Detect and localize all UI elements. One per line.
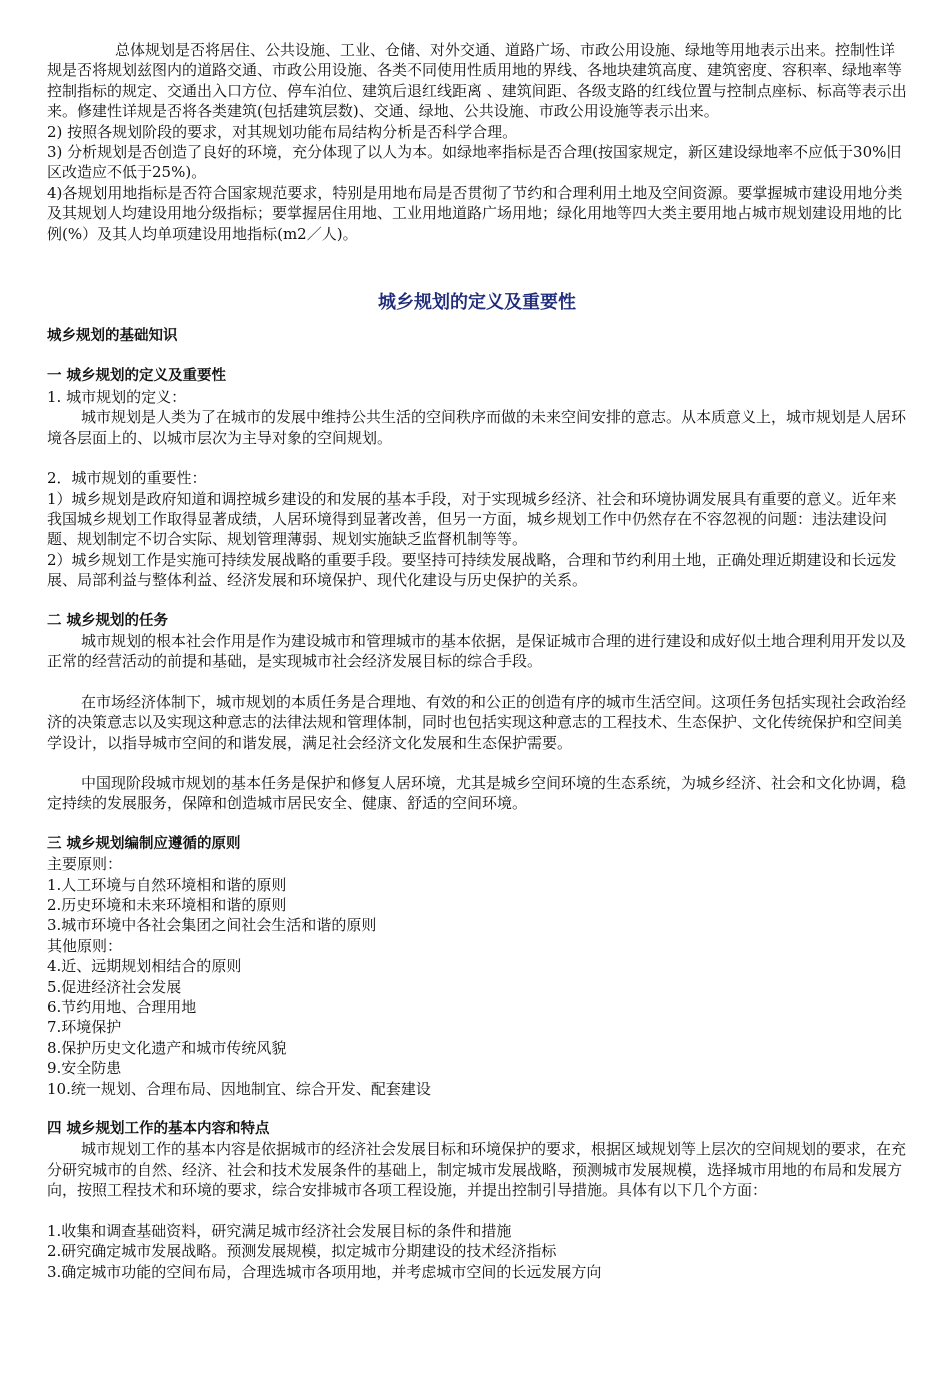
definition-text: 城市规划是人类为了在城市的发展中维持公共生活的空间秩序而做的未来空间安排的意志。从本质意义上，城市规划是人居环境各层面上的、以城市层次为主导对象的空间规划。	[47, 408, 907, 447]
list-item: 6.节约用地、合理用地	[47, 998, 197, 1017]
section-4-heading: 四 城乡规划工作的基本内容和特点	[47, 1121, 270, 1138]
tasks-paragraph-2: 在市场经济体制下，城市规划的本质任务是合理地、有效的和公正的创造有序的城市生活空间。这项任务包括实现社会政治经济的决策意志以及实现这种意志的法律法规和管理体制，同时也包括实现这种意志的工程技术、生态保护、文化传统保护和空间美学设计，以指导城市空间的和谐发展，满足社会经济文化发展和生态保护需要。	[47, 692, 907, 752]
list-item: 8.保护历史文化遗产和城市传统风貌	[47, 1038, 287, 1057]
main-principles-label: 主要原则：	[47, 855, 123, 874]
importance-label: 2．城市规划的重要性：	[47, 469, 207, 488]
list-item: 3.城市环境中各社会集团之间社会生活和谐的原则	[47, 916, 377, 935]
list-item: 1.人工环境与自然环境相和谐的原则	[47, 875, 287, 894]
section-1-heading: 一 城乡规划的定义及重要性	[47, 368, 227, 385]
importance-item-2: 2）城乡规划工作是实施可持续发展战略的重要手段。要坚持可持续发展战略，合理和节约利用土地，正确处理近期建设和长远发展、局部利益与整体利益、经济发展和环境保护、现代化建设与历史保护的关系。	[47, 550, 897, 590]
intro-paragraph-3: 3) 分析规划是否创造了良好的环境，充分体现了以人为本。如绿地率指标是否合理(按国家规定，新区建设绿地率不应低于30%旧区改造应不低于25%)。	[47, 143, 902, 182]
definition-label: 1. 城市规划的定义：	[47, 387, 187, 406]
importance-item-1: 1）城乡规划是政府知道和调控城乡建设的和发展的基本手段，对于实现城乡经济、社会和环境协调发展具有重要的意义。近年来我国城乡规划工作取得显著成绩，人居环境得到显著改善，但另一方面，城乡规划工作中仍然存在不容忽视的问题：违法建设问题、规划制定不切合实际、规划管理薄弱、规划实施缺乏监督机制等等。	[47, 489, 897, 549]
content-paragraph: 城市规划工作的基本内容是依据城市的经济社会发展目标和环境保护的要求，根据区域规划等上层次的空间规划的要求，在充分研究城市的自然、经济、社会和技术发展条件的基础上，制定城市发展战略，预测城市发展规模，选择城市用地的布局和发展方向，按照工程技术和环境的要求，综合安排城市各项工程设施，并提出控制引导措施。具体有以下几个方面：	[47, 1140, 907, 1200]
section-2-heading: 二 城乡规划的任务	[47, 612, 169, 629]
tasks-paragraph-3: 中国现阶段城市规划的基本任务是保护和修复人居环境，尤其是城乡空间环境的生态系统，为城乡经济、社会和文化协调，稳定持续的发展服务，保障和创造城市居民安全、健康、舒适的空间环境。	[47, 773, 907, 813]
intro-paragraph-2: 2) 按照各规划阶段的要求，对其规划功能布局结构分析是否科学合理。	[47, 122, 518, 141]
other-principles-label: 其他原则：	[47, 936, 123, 955]
intro-paragraph-1: 总体规划是否将居住、公共设施、工业、仓储、对外交通、道路广场、市政公用设施、绿地等用地表示出来。控制性详规是否将规划兹图内的道路交通、市政公用设施、各类不同使用性质用地的界线、各地块建筑高度、建筑密度、容积率、绿地率等控制指标的规定、交通出入口方位、停车泊位、建筑后退红线距离 、建筑间距、各级支路的红线位置与控制点座标、标高等表示出来。修建性详规是否将各类建筑(包括建筑层数)、交通、绿地、公共设施、市政公用设施等表示出来。	[47, 41, 907, 121]
tasks-paragraph-1: 城市规划的根本社会作用是作为建设城市和管理城市的基本依据，是保证城市合理的进行建设和成好似土地合理利用开发以及正常的经营活动的前提和基础，是实现城市社会经济发展目标的综合手段。	[47, 631, 907, 671]
list-item: 5.促进经济社会发展	[47, 977, 182, 996]
list-item: 2.历史环境和未来环境相和谐的原则	[47, 896, 287, 914]
page-title: 城乡规划的定义及重要性	[378, 292, 576, 314]
list-item: 10.统一规划、合理布局、因地制宜、综合开发、配套建设	[47, 1079, 431, 1098]
list-item: 4.近、远期规划相结合的原则	[47, 957, 242, 976]
list-item: 7.环境保护	[47, 1018, 122, 1037]
list-item: 2.研究确定城市发展战略。预测发展规模，拟定城市分期建设的技术经济指标	[47, 1242, 557, 1261]
list-item: 1.收集和调查基础资料，研究满足城市经济社会发展目标的条件和措施	[47, 1221, 512, 1240]
list-item: 9.安全防患	[47, 1059, 122, 1078]
intro-paragraph-4: 4)各规划用地指标是否符合国家规范要求，特别是用地布局是否贯彻了节约和合理利用土地及空间资源。要掌握城市建设用地分类及其规划人均建设用地分级指标；要掌握居住用地、工业用地道路广场用地；绿化用地等四大类主要用地占城市规划建设用地的比例(%）及其人均单项建设用地指标(m2／人)。	[47, 183, 903, 243]
section-3-heading: 三 城乡规划编制应遵循的原则	[47, 835, 241, 852]
document-page	[47, 40, 907, 1282]
subtitle: 城乡规划的基础知识	[47, 328, 178, 345]
list-item: 3.确定城市功能的空间布局，合理选城市各项用地，并考虑城市空间的长远发展方向	[47, 1262, 602, 1281]
